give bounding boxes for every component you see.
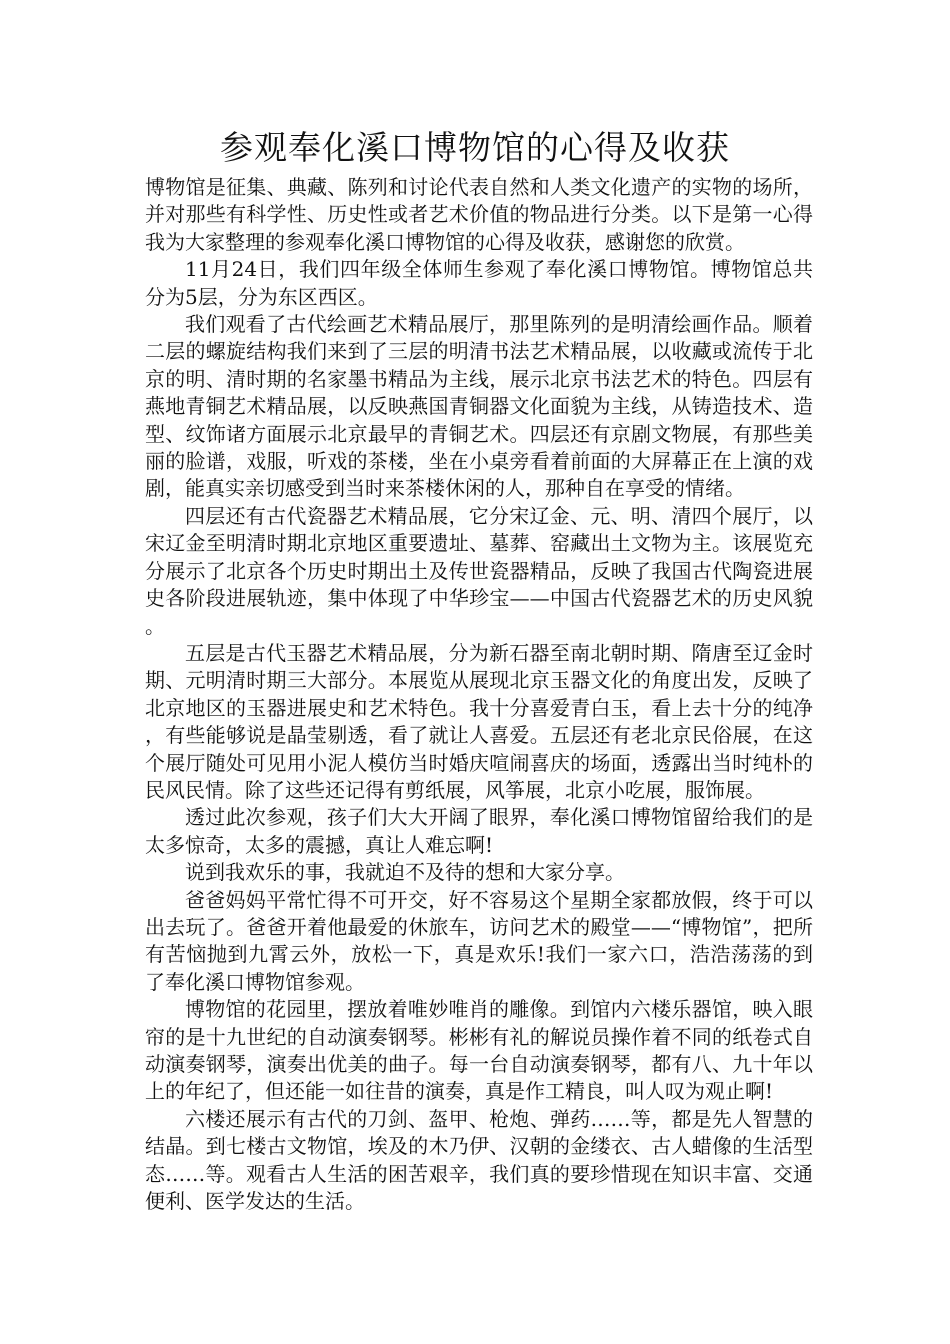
document-title: 参观奉化溪口博物馆的心得及收获 <box>220 128 730 167</box>
paragraph: 六楼还展示有古代的刀剑、盔甲、枪炮、弹药……等，都是先人智慧的结晶。到七楼古文物馆，埃及的木乃伊、汉朝的金缕衣、古人蜡像的生活型态……等。观看古人生活的困苦艰辛，我们真的要珍惜现在知识丰富、交通便利、医学发达的生活。 <box>145 1106 813 1214</box>
paragraph: 透过此次参观，孩子们大大开阔了眼界，奉化溪口博物馆留给我们的是太多惊奇，太多的震撼，真让人难忘啊! <box>145 805 813 857</box>
paragraph: 爸爸妈妈平常忙得不可开交，好不容易这个星期全家都放假，终于可以出去玩了。爸爸开着他最爱的休旅车，访问艺术的殿堂——“博物馆”，把所有苦恼抛到九霄云外，放松一下，真是欢乐!我们一家六口，浩浩荡荡的到了奉化溪口博物馆参观。 <box>145 887 813 994</box>
document-body <box>145 174 813 1215</box>
paragraph: 说到我欢乐的事，我就迫不及待的想和大家分享。 <box>185 860 625 885</box>
paragraph-intro: 博物馆是征集、典藏、陈列和讨论代表自然和人类文化遗产的实物的场所，并对那些有科学性、历史性或者艺术价值的物品进行分类。以下是第一心得我为大家整理的参观奉化溪口博物馆的心得及收获，感谢您的欣赏。 <box>145 175 813 254</box>
paragraph: 我们观看了古代绘画艺术精品展厅，那里陈列的是明清绘画作品。顺着二层的螺旋结构我们来到了三层的明清书法艺术精品展，以收藏或流传于北京的明、清时期的名家墨书精品为主线，展示北京书法艺术的特色。四层有燕地青铜艺术精品展，以反映燕国青铜器文化面貌为主线，从铸造技术、造型、纹饰诸方面展示北京最早的青铜艺术。四层还有京剧文物展，有那些美丽的脸谱，戏服，听戏的茶楼，坐在小桌旁看着前面的大屏幕正在上演的戏剧，能真实亲切感受到当时来茶楼休闲的人，那种自在享受的情绪。 <box>145 312 813 501</box>
paragraph: 五层是古代玉器艺术精品展，分为新石器至南北朝时期、隋唐至辽金时期、元明清时期三大部分。本展览从展现北京玉器文化的角度出发，反映了北京地区的玉器进展史和艺术特色。我十分喜爱青白玉，看上去十分的纯净，有些能够说是晶莹剔透，看了就让人喜爱。五层还有老北京民俗展，在这个展厅随处可见用小泥人模仿当时婚庆喧闹喜庆的场面，透露出当时纯朴的民风民情。除了这些还记得有剪纸展，风筝展，北京小吃展，服饰展。 <box>145 640 813 802</box>
paragraph: 博物馆的花园里，摆放着唯妙唯肖的雕像。到馆内六楼乐器馆，映入眼帘的是十九世纪的自动演奏钢琴。彬彬有礼的解说员操作着不同的纸卷式自动演奏钢琴，演奏出优美的曲子。每一台自动演奏钢琴，都有八、九十年以上的年纪了，但还能一如往昔的演奏，真是作工精良，叫人叹为观止啊! <box>145 997 813 1104</box>
paragraph: 11月24日，我们四年级全体师生参观了奉化溪口博物馆。博物馆总共分为5层，分为东区西区。 <box>145 257 813 309</box>
paragraph: 四层还有古代瓷器艺术精品展，它分宋辽金、元、明、清四个展厅，以宋辽金至明清时期北京地区重要遗址、墓葬、窑藏出土文物为主。该展览充分展示了北京各个历史时期出土及传世瓷器精品，反映了我国古代陶瓷进展史各阶段进展轨迹，集中体现了中华珍宝——中国古代瓷器艺术的历史风貌。 <box>145 503 813 638</box>
